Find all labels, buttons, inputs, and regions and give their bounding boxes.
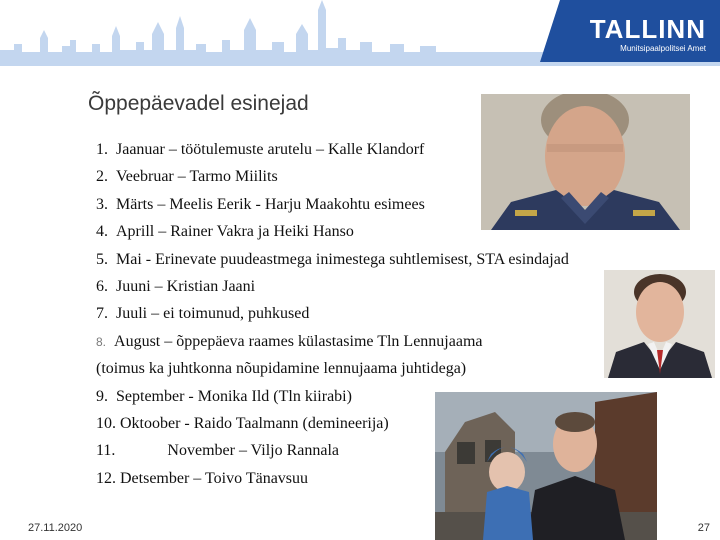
list-item [96,328,569,355]
item-text: Detsember – Toivo Tänavsuu [120,469,309,487]
item-number: 6. [96,277,108,295]
item-text: (toimus ka juhtkonna nõupidamine lennujaama juhtidega) [96,360,467,378]
speaker-photo-officer [481,94,690,230]
logo-subtitle: Munitsipaalpolitsei Amet [620,44,706,53]
item-number: 5. [96,250,108,268]
item-number: 2. [96,168,108,186]
item-text: Aprill – Rainer Vakra ja Heiki Hanso [116,223,354,241]
tallinn-logo [589,14,706,56]
item-number: 3. [96,195,108,213]
list-item [96,273,569,300]
footer-date: 27.11.2020 [28,522,83,534]
item-number: 7. [96,305,108,323]
item-number: 12. [96,469,116,487]
item-text: Mai - Erinevate puudeastmega inimestega suhtlemisest, STA esindajad [116,250,569,268]
list-item [96,246,569,273]
item-text: August – õppepäeva raames külastasime Tln Lennujaama [114,332,483,350]
item-number: 4. [96,223,108,241]
item-number: 9. [96,387,108,405]
item-number: 8. [96,334,107,349]
item-number: 1. [96,141,108,158]
item-number: 11. [96,442,116,460]
item-text: Juuli – ei toimunud, puhkused [116,305,310,323]
page-number: 27 [697,522,710,534]
item-text: Jaanuar – töötulemuste arutelu – Kalle Klandorf [116,141,425,158]
item-text: Oktoober - Raido Taalmann (demineerija) [120,414,389,432]
list-item-continuation [96,355,569,382]
item-text: Juuni – Kristian Jaani [116,277,256,295]
item-text: Märts – Meelis Eerik - Harju Maakohtu esimees [116,195,425,213]
speaker-photo-man-child [435,392,657,540]
list-item [96,300,569,327]
item-text: November – Viljo Rannala [167,442,339,460]
header-banner [0,0,720,66]
item-text: Veebruar – Tarmo Miilits [116,168,278,186]
logo-wordmark: TALLINN [589,14,706,44]
speaker-photo-man-suit [604,270,715,378]
item-text: September - Monika Ild (Tln kiirabi) [116,387,352,405]
slide-title: Õppepäevadel esinejad [88,92,309,115]
item-number: 10. [96,414,116,432]
